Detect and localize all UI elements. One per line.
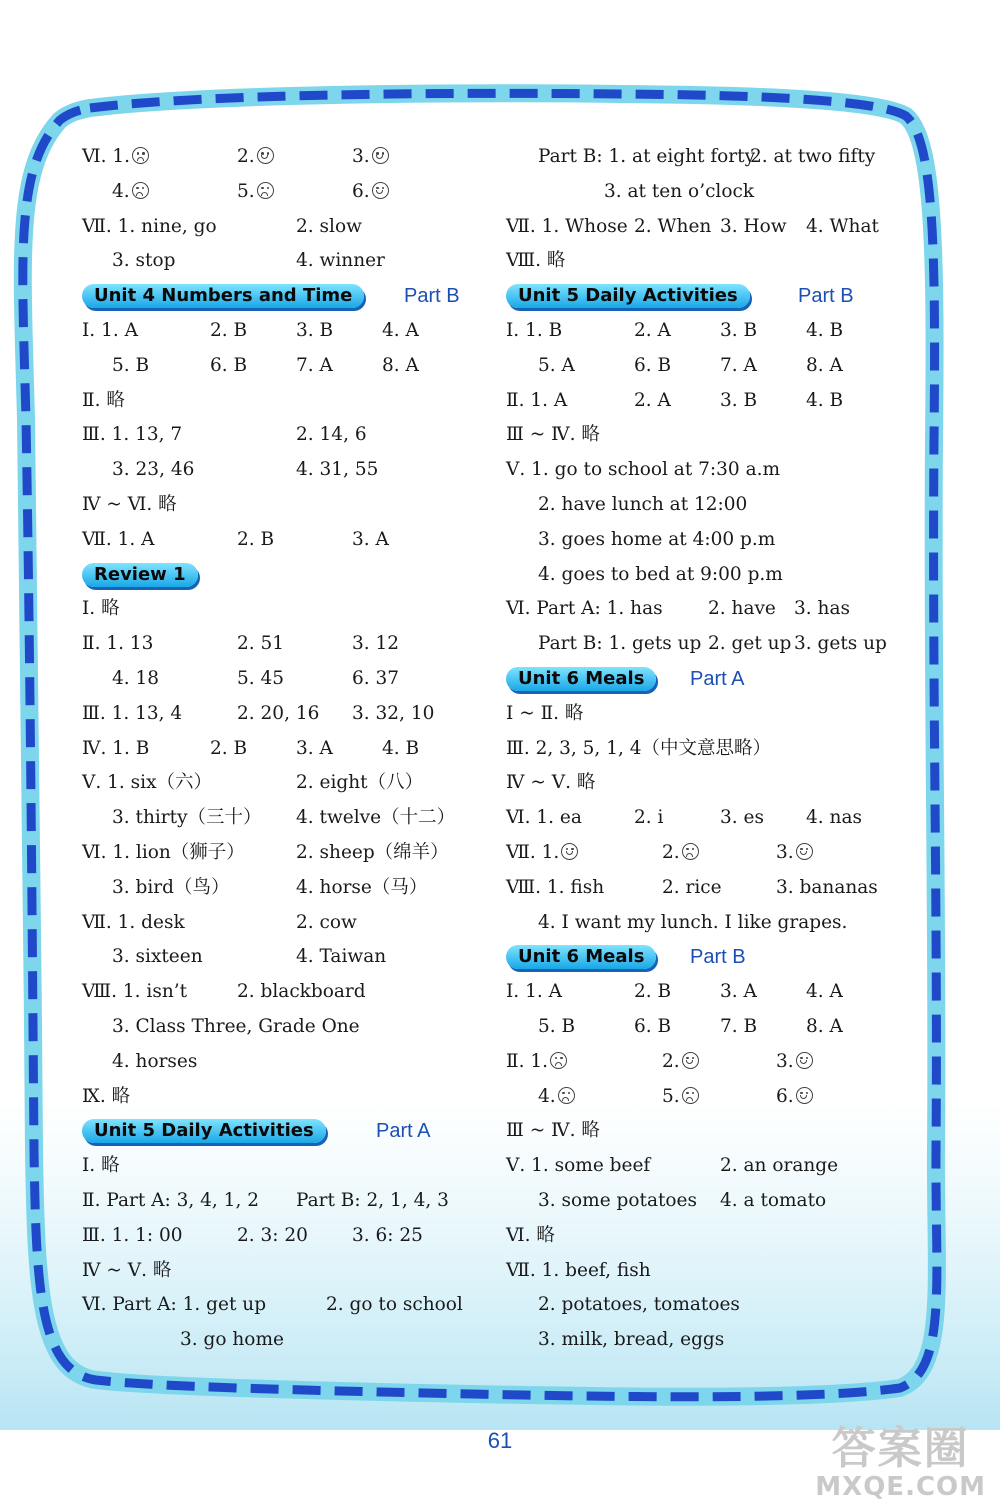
answer-text: 3. 32, 10	[352, 702, 435, 724]
answer-text: Ⅶ. 1. desk	[82, 911, 185, 933]
answer-line	[82, 1254, 482, 1289]
answer-column-left	[82, 140, 482, 1358]
answer-line	[82, 384, 482, 419]
unit-title-pill: Unit 5 Daily Activities	[82, 1119, 326, 1143]
answer-line	[82, 662, 482, 697]
answer-text: 6.	[352, 180, 370, 202]
answer-text: 2.	[662, 1050, 680, 1072]
answer-line	[506, 1010, 916, 1045]
answer-line	[82, 592, 482, 627]
smiley-face-icon	[796, 1052, 813, 1069]
answer-line	[506, 1114, 916, 1149]
part-label: Part A	[376, 1120, 431, 1143]
answer-text: Part B: 1. at eight forty	[538, 146, 756, 167]
page-number: 61	[487, 1428, 513, 1453]
answer-text: 4. goes to bed at 9:00 p.m	[538, 563, 783, 585]
unit-title-pill: Unit 6 Meals	[506, 945, 656, 969]
answer-text: Ⅲ. 2, 3, 5, 1, 4（中文意思略）	[506, 737, 771, 759]
answer-line	[82, 1149, 482, 1184]
answer-text: Ⅴ. 1. go to school at 7:30 a.m	[506, 459, 781, 481]
answer-line	[82, 906, 482, 941]
answer-line	[506, 592, 916, 627]
answer-text: 3. es	[720, 807, 764, 829]
answer-line	[506, 1045, 916, 1080]
answer-text: 3. goes home at 4:00 p.m	[538, 528, 776, 550]
review-title-pill: Review 1	[82, 563, 198, 587]
answer-line	[506, 418, 916, 453]
answer-text: 3. gets up	[794, 633, 887, 655]
answer-line	[506, 244, 916, 279]
answer-text: 3. 23, 46	[112, 459, 195, 481]
answer-line	[82, 1045, 482, 1080]
answer-text: 3. A	[296, 737, 333, 759]
answer-text: 2. B	[634, 981, 672, 1003]
answer-text: Ⅳ ~ Ⅴ. 略	[506, 772, 596, 794]
answer-text: 4. nas	[806, 807, 862, 829]
section-header	[506, 279, 916, 314]
answer-text: Ⅶ. 1. nine, go	[82, 215, 217, 237]
answer-line	[82, 244, 482, 279]
unit-title-pill: Unit 6 Meals	[506, 667, 656, 691]
answer-text: 5.	[237, 180, 255, 202]
answer-text: 3. B	[720, 389, 758, 411]
answer-text: 2. B	[210, 319, 248, 341]
answer-text: 4. horses	[112, 1050, 198, 1072]
sad-face-icon	[682, 1087, 699, 1104]
answer-text: Ⅷ. 略	[506, 250, 566, 272]
answer-text: 3. B	[720, 319, 758, 341]
answer-text: 3.	[776, 841, 794, 863]
answer-text: 5.	[662, 1085, 680, 1107]
answer-text: Ⅵ. 1.	[82, 146, 131, 167]
answer-line	[506, 1288, 916, 1323]
answer-text: 3. B	[296, 319, 334, 341]
answer-line	[82, 975, 482, 1010]
answer-text: 3. sixteen	[112, 946, 203, 968]
answer-text: 5. A	[538, 354, 575, 376]
answer-text: 4. A	[382, 319, 419, 341]
answer-text: 2. at two fifty	[750, 146, 876, 167]
answer-line	[82, 871, 482, 906]
answer-line	[506, 1323, 916, 1358]
answer-text: 2. When	[634, 215, 712, 237]
answer-text: Ⅵ. Part A: 1. has	[506, 598, 663, 620]
part-label: Part B	[404, 285, 460, 308]
answer-line	[82, 801, 482, 836]
answer-text: 2. rice	[662, 876, 722, 898]
answer-line	[82, 523, 482, 558]
answer-line	[82, 349, 482, 384]
answer-text: 3. How	[720, 215, 787, 237]
answer-text: 2. have lunch at 12:00	[538, 493, 748, 515]
answer-text: 2. blackboard	[237, 981, 366, 1003]
watermark-text: 答案圈	[831, 1423, 970, 1474]
sad-face-icon	[257, 182, 274, 199]
answer-text: 7. A	[720, 354, 757, 376]
sad-face-icon	[682, 843, 699, 860]
answer-line	[82, 766, 482, 801]
answer-line	[82, 697, 482, 732]
smiley-face-icon	[682, 1052, 699, 1069]
answer-text: 2. potatoes, tomatoes	[538, 1294, 740, 1316]
answer-line	[506, 453, 916, 488]
answer-text: 2. 51	[237, 633, 285, 655]
part-label: Part B	[690, 946, 746, 969]
answer-line	[506, 175, 916, 210]
answer-text: 5. B	[112, 354, 150, 376]
part-label: Part B	[798, 285, 854, 308]
answer-text: 4. B	[806, 389, 844, 411]
answer-line	[82, 940, 482, 975]
answer-text: 2. B	[210, 737, 248, 759]
answer-text: 3. A	[720, 981, 757, 1003]
sad-face-icon	[132, 147, 149, 164]
answer-text: Part B: 2, 1, 4, 3	[296, 1189, 449, 1211]
answer-text: Ⅶ. 1. beef, fish	[506, 1259, 651, 1281]
answer-text: Ⅱ. 1. 13	[82, 633, 154, 655]
answer-text: Ⅰ. 略	[82, 1155, 120, 1177]
answer-text: 2. A	[634, 389, 671, 411]
section-header	[506, 662, 916, 697]
watermark-url: MXQE.COM	[815, 1472, 986, 1502]
answer-text: Ⅸ. 略	[82, 1085, 131, 1107]
answer-line	[82, 488, 482, 523]
answer-text: 5. B	[538, 1015, 576, 1037]
answer-text: 4. horse（马）	[296, 876, 428, 898]
answer-text: 2. i	[634, 807, 664, 829]
answer-text: 4. A	[806, 981, 843, 1003]
answer-line	[506, 732, 916, 767]
answer-text: 6. B	[634, 1015, 672, 1037]
answer-text: Ⅲ. 1. 1: 00	[82, 1224, 183, 1246]
answer-text: 2. 20, 16	[237, 702, 320, 724]
answer-text: Ⅲ. 1. 13, 4	[82, 702, 183, 724]
answer-text: Ⅳ. 1. B	[82, 737, 150, 759]
answer-text: 3. milk, bread, eggs	[538, 1329, 725, 1351]
answer-text: 4. twelve（十二）	[296, 807, 456, 829]
answer-line	[506, 210, 916, 245]
answer-text: Ⅶ. 1. Whose	[506, 215, 628, 237]
answer-text: Ⅰ. 1. B	[506, 319, 563, 341]
section-header	[82, 279, 482, 314]
answer-text: 3. stop	[112, 250, 176, 272]
answer-text: 6. 37	[352, 667, 400, 689]
answer-text: 3. thirty（三十）	[112, 807, 262, 829]
answer-text: 8. A	[806, 354, 843, 376]
answer-text: 2.	[662, 841, 680, 863]
answer-line	[506, 140, 916, 175]
answer-line	[82, 836, 482, 871]
answer-text: 3. some potatoes	[538, 1189, 697, 1211]
answer-line	[82, 210, 482, 245]
sad-face-icon	[132, 182, 149, 199]
answer-line	[506, 314, 916, 349]
answer-text: 8. A	[382, 354, 419, 376]
answer-text: 2. 3: 20	[237, 1224, 308, 1246]
answer-line	[506, 1149, 916, 1184]
answer-text: 3. bananas	[776, 876, 878, 898]
answer-line	[506, 871, 916, 906]
answer-text: 7. B	[720, 1015, 758, 1037]
answer-text: 2. 14, 6	[296, 424, 367, 446]
answer-text: 3. 6: 25	[352, 1224, 423, 1246]
answer-text: 7. A	[296, 354, 333, 376]
answer-text: Ⅰ. 略	[82, 598, 120, 620]
answer-text: 4.	[538, 1085, 556, 1107]
answer-text: 2. A	[634, 319, 671, 341]
answer-line	[506, 1184, 916, 1219]
answer-text: 2. have	[708, 598, 776, 620]
answer-line	[506, 697, 916, 732]
answer-text: Ⅵ. 1. lion（狮子）	[82, 841, 245, 863]
answer-line	[506, 558, 916, 593]
answer-text: Ⅶ. 1.	[506, 841, 560, 863]
smiley-face-icon	[796, 843, 813, 860]
answer-line	[506, 1254, 916, 1289]
unit-title-pill: Unit 5 Daily Activities	[506, 284, 750, 308]
answer-line	[506, 1219, 916, 1254]
answer-line	[82, 140, 482, 175]
answer-text: 3.	[352, 146, 370, 167]
answer-line	[506, 906, 916, 941]
smiley-face-icon	[257, 147, 274, 164]
answer-line	[506, 1080, 916, 1115]
answer-text: 3. has	[794, 598, 850, 620]
answer-line	[506, 836, 916, 871]
section-header	[506, 940, 916, 975]
answer-text: Ⅰ. 1. A	[506, 981, 562, 1003]
answer-line	[82, 314, 482, 349]
answer-text: Ⅷ. 1. fish	[506, 876, 605, 898]
answer-text: 4. What	[806, 215, 879, 237]
smiley-face-icon	[372, 147, 389, 164]
smiley-face-icon	[372, 182, 389, 199]
answer-text: 2. B	[237, 528, 275, 550]
answer-text: Ⅴ. 1. some beef	[506, 1155, 651, 1177]
answer-line	[82, 1323, 482, 1358]
answer-text: Ⅲ ~ Ⅳ. 略	[506, 424, 600, 446]
answer-text: 2. get up	[708, 633, 792, 655]
answer-line	[506, 975, 916, 1010]
answer-text: Ⅲ. 1. 13, 7	[82, 424, 183, 446]
answer-text: 3. 12	[352, 633, 400, 655]
answer-text: Ⅱ. 1.	[506, 1050, 548, 1072]
answer-line	[82, 453, 482, 488]
answer-text: Ⅰ. 1. A	[82, 319, 138, 341]
answer-text: 4. B	[806, 319, 844, 341]
answer-line	[82, 1288, 482, 1323]
section-header	[82, 558, 482, 593]
answer-text: 2. cow	[296, 911, 357, 933]
answer-line	[82, 418, 482, 453]
section-header	[82, 1114, 482, 1149]
answer-text: 2. slow	[296, 215, 362, 237]
answer-text: 5. 45	[237, 667, 285, 689]
answer-text: 6. B	[210, 354, 248, 376]
answer-line	[82, 1010, 482, 1045]
answer-line	[82, 627, 482, 662]
answer-text: 2. an orange	[720, 1155, 839, 1177]
answer-text: Ⅱ. 1. A	[506, 389, 568, 411]
answer-text: 2. eight（八）	[296, 772, 424, 794]
sad-face-icon	[558, 1087, 575, 1104]
answer-text: Part B: 1. gets up	[538, 633, 702, 655]
answer-text: 3. at ten o’clock	[604, 180, 755, 202]
answer-line	[506, 766, 916, 801]
answer-text: Ⅷ. 1. isn’t	[82, 981, 188, 1003]
answer-line	[506, 627, 916, 662]
unit-title-pill: Unit 4 Numbers and Time	[82, 284, 364, 308]
answer-text: 3. A	[352, 528, 389, 550]
answer-text: 4. a tomato	[720, 1189, 827, 1211]
answer-text: 4.	[112, 180, 130, 202]
answer-text: 3. go home	[180, 1329, 284, 1351]
answer-text: 3. bird（鸟）	[112, 876, 230, 898]
answer-text: Ⅳ ~ Ⅵ. 略	[82, 493, 177, 515]
answer-text: Ⅵ. 略	[506, 1224, 555, 1246]
answer-text: 4. 31, 55	[296, 459, 379, 481]
answer-text: Ⅴ. 1. six（六）	[82, 772, 212, 794]
answer-line	[82, 732, 482, 767]
answer-text: Ⅶ. 1. A	[82, 528, 155, 550]
answer-text: Ⅱ. Part A: 3, 4, 1, 2	[82, 1189, 259, 1211]
answer-text: 3. Class Three, Grade One	[112, 1015, 360, 1037]
answer-text: 4. Taiwan	[296, 946, 387, 968]
answer-line	[506, 801, 916, 836]
answer-line	[82, 1219, 482, 1254]
answer-text: Ⅱ. 略	[82, 389, 125, 411]
answer-line	[82, 1080, 482, 1115]
answer-text: 4. I want my lunch. I like grapes.	[538, 911, 848, 933]
answer-text: Ⅰ ~ Ⅱ. 略	[506, 702, 584, 724]
answer-text: 6.	[776, 1085, 794, 1107]
answer-text: 2. sheep（绵羊）	[296, 841, 449, 863]
answer-text: 4. 18	[112, 667, 160, 689]
answer-text: 6. B	[634, 354, 672, 376]
answer-line	[506, 349, 916, 384]
answer-text: 4. B	[382, 737, 420, 759]
smiley-face-icon	[561, 843, 578, 860]
answer-text: 4. winner	[296, 250, 385, 272]
answer-column-right	[506, 140, 916, 1358]
part-label: Part A	[690, 667, 745, 690]
smiley-face-icon	[796, 1087, 813, 1104]
answer-line	[506, 523, 916, 558]
answer-line	[82, 1184, 482, 1219]
site-watermark-logo	[815, 1412, 986, 1502]
answer-text: Ⅵ. Part A: 1. get up	[82, 1294, 267, 1316]
answer-text: 8. A	[806, 1015, 843, 1037]
answer-text: Ⅵ. 1. ea	[506, 807, 582, 829]
answer-text: 2.	[237, 146, 255, 167]
sad-face-icon	[550, 1052, 567, 1069]
answer-text: 2. go to school	[326, 1294, 463, 1316]
answer-text: 3.	[776, 1050, 794, 1072]
answer-line	[506, 488, 916, 523]
answer-line	[82, 175, 482, 210]
answer-text: Ⅳ ~ Ⅴ. 略	[82, 1259, 172, 1281]
answer-text: Ⅲ ~ Ⅳ. 略	[506, 1120, 600, 1142]
answer-line	[506, 384, 916, 419]
